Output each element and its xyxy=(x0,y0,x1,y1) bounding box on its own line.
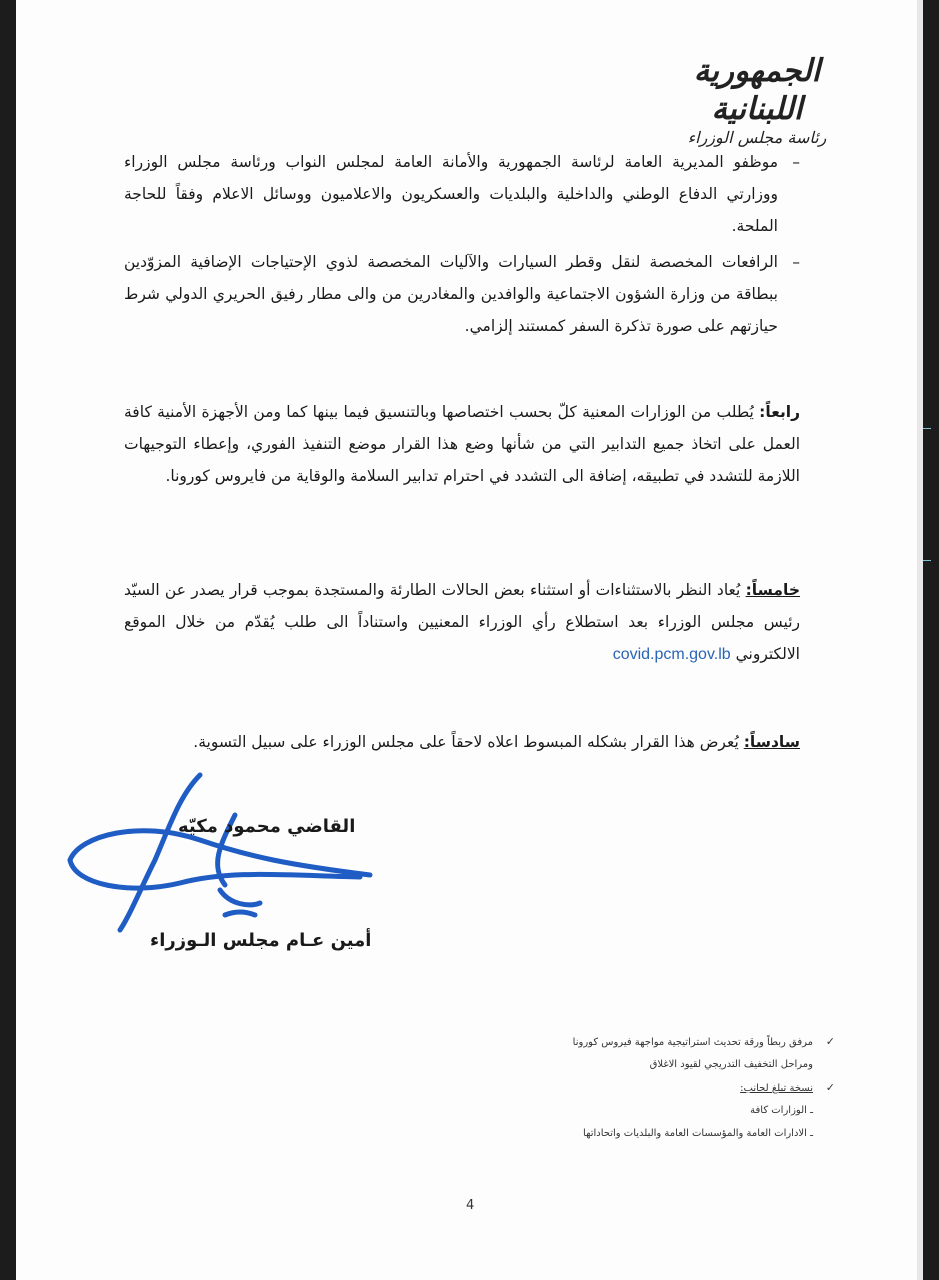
margin-tick xyxy=(923,428,931,429)
section-four-text: يُطلب من الوزارات المعنية كلّ بحسب اختصاصها وبالتنسيق فيما بينها كما ومن الأجهزة الأمنية كافة العمل على اتخاذ جميع التدابير التي من شأنها وضع هذا القرار موضع التنفيذ الفوري، وإعطاء التوجيهات اللازمة للتشدد في تطبيقه، إضافة الى التشدد في احترام تدابير السلامة والوقاية من فايروس كورونا. xyxy=(124,403,800,485)
letterhead-subtitle: رئاسة مجلس الوزراء xyxy=(687,128,827,147)
exemptions-list xyxy=(124,146,800,342)
list-item: – الرافعات المخصصة لنقل وقطر السيارات والآليات المخصصة لذوي الإحتياجات الإضافية المزوّدين ببطاقة من وزارة الشؤون الاجتماعية والوافدين والمغادرين من والى مطار رفيق الحريري الدولي شرط حيازتهم على صورة تذكرة السفر كمستند إلزامي. xyxy=(124,246,800,342)
right-frame-edge xyxy=(923,0,939,1280)
attachment-note-line: ومراحل التخفيف التدريجي لقيود الاغلاق xyxy=(649,1059,813,1070)
covid-website-link[interactable]: covid.pcm.gov.lb xyxy=(612,646,731,663)
attachment-note-line: ✓مرفق ربطاً ورقة تحديث استراتيجية مواجهة فيروس كورونا xyxy=(535,1030,835,1053)
footer-notes xyxy=(535,1030,835,1145)
handwritten-signature xyxy=(60,765,390,945)
checkmark-icon: ✓ xyxy=(825,1081,835,1094)
section-six xyxy=(124,726,800,758)
distribution-item: ـ الادارات العامة والمؤسسات العامة والبلديات واتحاداتها xyxy=(583,1128,813,1139)
letterhead xyxy=(647,52,867,147)
section-five-label: خامساً: xyxy=(745,581,800,599)
section-six-label: سادساً: xyxy=(743,733,800,751)
list-item-text: الرافعات المخصصة لنقل وقطر السيارات والآليات المخصصة لذوي الإحتياجات الإضافية المزوّدين ببطاقة من وزارة الشؤون الاجتماعية والوافدين والمغادرين من والى مطار رفيق الحريري الدولي شرط حيازتهم على صورة تذكرة السفر كمستند إلزامي. xyxy=(124,253,778,335)
section-four-label: رابعاً: xyxy=(759,403,800,421)
section-five xyxy=(124,574,800,671)
checkmark-icon: ✓ xyxy=(825,1035,835,1048)
section-five-text: يُعاد النظر بالاستثناءات أو استثناء بعض الحالات الطارئة والمستجدة بموجب قرار يصدر عن السيّد رئيس مجلس الوزراء بعد استطلاع رأي الوزراء المعنيين واستناداً الى طلب يُقدّم من خلال الموقع الالكتروني xyxy=(124,581,800,663)
page-number: 4 xyxy=(466,1198,475,1213)
section-six-text: يُعرض هذا القرار بشكله المبسوط اعلاه لاحقاً على مجلس الوزراء على سبيل التسوية. xyxy=(193,733,739,751)
list-item-text: موظفو المديرية العامة لرئاسة الجمهورية والأمانة العامة لمجلس النواب ورئاسة مجلس الوزراء ووزارتي الدفاع الوطني والداخلية والبلديات والعسكريون والاعلاميون ووسائل الاعلام وفقاً للحاجة الملحة. xyxy=(124,153,778,235)
signatory-name: القاضي محمود مكيّه xyxy=(178,816,356,837)
distribution-item: ـ الوزارات كافة xyxy=(750,1105,813,1116)
distribution-heading: ✓نسخة تبلغ لجانب: xyxy=(535,1076,835,1099)
letterhead-title: الجمهورية اللبنانية xyxy=(693,53,821,127)
list-item: – موظفو المديرية العامة لرئاسة الجمهورية والأمانة العامة لمجلس النواب ورئاسة مجلس الوزراء ووزارتي الدفاع الوطني والداخلية والبلديات والعسكريون والاعلاميون ووسائل الاعلام وفقاً للحاجة الملحة. xyxy=(124,146,800,242)
left-frame-edge xyxy=(0,0,16,1280)
margin-tick xyxy=(923,560,931,561)
signatory-title: أمين عـام مجلس الـوزراء xyxy=(150,930,372,951)
section-four xyxy=(124,396,800,492)
